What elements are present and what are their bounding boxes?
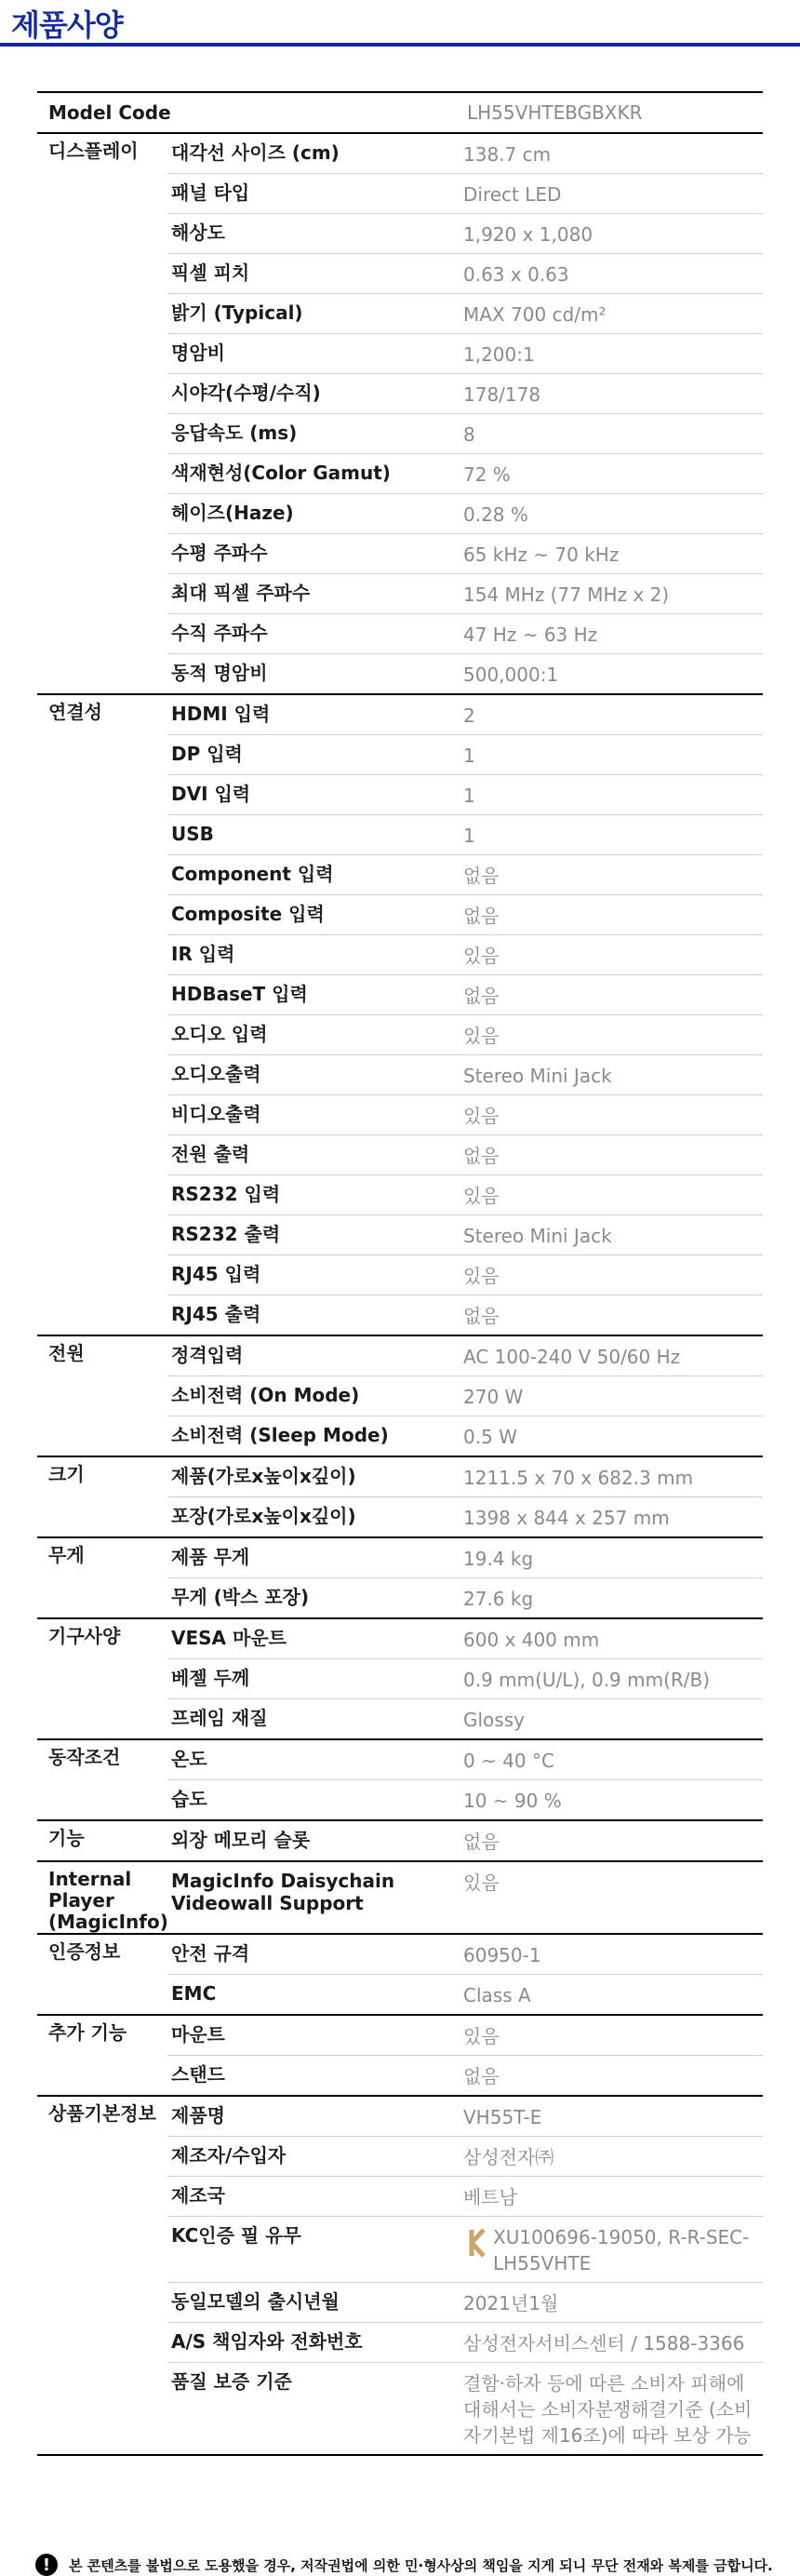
spec-row (167, 855, 763, 895)
spec-row (167, 1336, 763, 1376)
spec-row (167, 614, 763, 654)
copyright-text: 본 콘텐츠를 불법으로 도용했을 경우, 저작권법에 의한 민·형사상의 책임을 지게 되니 무단 전재와 복제를 금합니다. (69, 2556, 773, 2574)
spec-value: 없음 (463, 1831, 500, 1853)
spec-label: VESA 마운트 (171, 1627, 287, 1649)
spec-label: 무게 (박스 포장) (171, 1586, 310, 1608)
spec-row (167, 2363, 763, 2454)
spec-value: 138.7 cm (463, 143, 552, 166)
spec-value: MAX 700 cd/m² (463, 303, 607, 326)
spec-label: 해상도 (171, 221, 225, 244)
spec-row (167, 1175, 763, 1215)
title-underline (0, 43, 800, 47)
spec-row (167, 2056, 763, 2095)
spec-row (167, 214, 763, 254)
spec-value: 1,920 x 1,080 (463, 223, 593, 246)
spec-value: Stereo Mini Jack (463, 1065, 612, 1087)
spec-value: VH55T-E (463, 2106, 542, 2128)
spec-value: 있음 (463, 2025, 500, 2047)
spec-groups (37, 134, 763, 2456)
spec-group (37, 1538, 763, 1619)
spec-group (37, 1457, 763, 1538)
spec-label: 대각선 사이즈 (cm) (171, 141, 340, 164)
spec-rows (167, 1740, 763, 1819)
spec-value: 270 W (463, 1386, 524, 1408)
spec-value: 0 ~ 40 °C (463, 1750, 554, 1772)
spec-label: 헤이즈(Haze) (171, 502, 294, 524)
spec-value: 500,000:1 (463, 664, 559, 686)
spec-value: 72 % (463, 463, 511, 486)
spec-value: 2 (463, 704, 475, 727)
spec-label: DVI 입력 (171, 783, 251, 805)
spec-row (167, 975, 763, 1015)
spec-value: 없음 (463, 985, 500, 1007)
spec-group (37, 2016, 763, 2097)
spec-rows (167, 1619, 763, 1738)
spec-group (37, 1619, 763, 1740)
spec-label: 마운트 (171, 2023, 225, 2046)
spec-value: 10 ~ 90 % (463, 1790, 562, 1812)
spec-row (167, 2016, 763, 2056)
spec-row (167, 1780, 763, 1819)
spec-row (167, 1578, 763, 1617)
spec-row (167, 134, 763, 174)
spec-label: 습도 (171, 1788, 207, 1810)
spec-row (167, 2177, 763, 2217)
spec-value: 0.9 mm(U/L), 0.9 mm(R/B) (463, 1669, 711, 1691)
spec-category: 전원 (48, 1342, 85, 1364)
spec-category: Internal Player (MagicInfo) (48, 1868, 168, 1933)
spec-value: 27.6 kg (463, 1588, 534, 1610)
spec-row (167, 735, 763, 775)
spec-label: 온도 (171, 1748, 207, 1770)
spec-row (167, 294, 763, 334)
spec-value: 19.4 kg (463, 1548, 534, 1570)
spec-label: 제조국 (171, 2184, 225, 2207)
spec-row (167, 454, 763, 494)
spec-label: RJ45 출력 (171, 1303, 261, 1325)
spec-value: 1 (463, 785, 475, 807)
spec-value: 있음 (463, 1185, 500, 1207)
spec-rows (167, 1862, 763, 1933)
spec-label: EMC (171, 1982, 217, 2005)
spec-label: 전원 출력 (171, 1143, 250, 1165)
spec-row (167, 1416, 763, 1456)
spec-label: 베젤 두께 (171, 1667, 250, 1689)
spec-label: 밝기 (Typical) (171, 302, 303, 324)
spec-category: 동작조건 (48, 1746, 121, 1768)
spec-label: 포장(가로x높이x깊이) (171, 1505, 356, 1527)
spec-row (167, 1015, 763, 1055)
spec-label: 소비전력 (On Mode) (171, 1384, 360, 1406)
spec-rows (167, 2097, 763, 2454)
spec-label: 품질 보증 기준 (171, 2370, 292, 2393)
spec-value: 154 MHz (77 MHz x 2) (463, 584, 670, 606)
spec-row (167, 1215, 763, 1255)
spec-group (37, 134, 763, 695)
spec-row (167, 414, 763, 454)
spec-value: 없음 (463, 1305, 500, 1327)
spec-label: 명암비 (171, 342, 225, 364)
spec-row (167, 2323, 763, 2363)
spec-label: Component 입력 (171, 863, 334, 885)
spec-value: 있음 (463, 1872, 500, 1894)
spec-label: 오디오출력 (171, 1063, 261, 1085)
spec-row (167, 374, 763, 414)
spec-label: 스탠드 (171, 2063, 225, 2086)
spec-value: 0.28 % (463, 503, 528, 526)
spec-value: 있음 (463, 1025, 500, 1047)
spec-label: 색재현성(Color Gamut) (171, 462, 391, 484)
spec-row (167, 1538, 763, 1578)
spec-category: 상품기본정보 (48, 2102, 156, 2125)
spec-category: 인증정보 (48, 1940, 121, 1963)
spec-row (167, 1135, 763, 1175)
spec-row (167, 1095, 763, 1135)
spec-value: 있음 (463, 1265, 500, 1287)
spec-value: 0.63 x 0.63 (463, 263, 569, 286)
spec-value: 1,200:1 (463, 343, 535, 366)
spec-table (37, 91, 763, 2456)
spec-group (37, 1740, 763, 1821)
spec-label: 수직 주파수 (171, 622, 268, 644)
spec-category: 연결성 (48, 701, 102, 723)
spec-value: Glossy (463, 1709, 525, 1731)
spec-value: 삼성전자㈜ (463, 2146, 554, 2168)
spec-value: 1398 x 844 x 257 mm (463, 1507, 670, 1529)
spec-row (167, 1295, 763, 1335)
spec-row (167, 494, 763, 534)
spec-value: 1211.5 x 70 x 682.3 mm (463, 1467, 694, 1489)
spec-label: 소비전력 (Sleep Mode) (171, 1424, 389, 1446)
spec-value: 1 (463, 745, 475, 767)
spec-category: 기능 (48, 1827, 85, 1849)
spec-rows (167, 1457, 763, 1536)
spec-value: 47 Hz ~ 63 Hz (463, 624, 598, 646)
spec-label: USB (171, 823, 214, 845)
spec-value: 2021년1월 (463, 2292, 559, 2314)
model-code-value: LH55VHTEBGBXKR (467, 101, 643, 124)
spec-label: 프레임 재질 (171, 1707, 268, 1729)
spec-label: IR 입력 (171, 943, 235, 965)
spec-label: 오디오 입력 (171, 1023, 268, 1045)
spec-group (37, 1862, 763, 1935)
spec-row (167, 254, 763, 294)
spec-label: RS232 입력 (171, 1183, 281, 1205)
spec-row (167, 1821, 763, 1860)
spec-value: Direct LED (463, 183, 562, 206)
spec-value: 없음 (463, 2065, 500, 2087)
model-code-label: Model Code (48, 101, 171, 124)
spec-rows (167, 1821, 763, 1860)
spec-label: 픽셀 피치 (171, 262, 250, 284)
spec-category: 추가 기능 (48, 2021, 127, 2044)
spec-row (167, 534, 763, 574)
spec-row (167, 2283, 763, 2323)
spec-value: 있음 (463, 1105, 500, 1127)
spec-row (167, 2217, 763, 2283)
spec-category: 크기 (48, 1463, 85, 1485)
spec-row (167, 1935, 763, 1975)
spec-label: HDMI 입력 (171, 703, 271, 725)
kc-mark-icon (463, 2227, 487, 2259)
spec-value: Stereo Mini Jack (463, 1225, 612, 1247)
spec-row (167, 1457, 763, 1497)
spec-row (167, 1699, 763, 1738)
spec-row (167, 935, 763, 975)
spec-value: 있음 (463, 945, 500, 967)
spec-value: Class A (463, 1984, 531, 2006)
spec-label: 수평 주파수 (171, 542, 268, 564)
spec-rows (167, 2016, 763, 2095)
spec-row (167, 1055, 763, 1095)
spec-value: 삼성전자서비스센터 / 1588-3366 (463, 2332, 745, 2355)
exclamation-icon: ! (35, 2554, 58, 2576)
spec-label: MagicInfo Daisychain Videowall Support (171, 1870, 395, 1914)
spec-value: 178/178 (463, 383, 541, 406)
copyright-notice (35, 2554, 773, 2576)
spec-value: 1 (463, 825, 475, 847)
spec-label: 제조자/수입자 (171, 2144, 287, 2167)
spec-label: 패널 타입 (171, 181, 250, 204)
spec-row (167, 1255, 763, 1295)
spec-row (167, 1740, 763, 1780)
spec-row (167, 2137, 763, 2177)
spec-row (167, 895, 763, 935)
spec-value: 베트남 (463, 2186, 517, 2208)
spec-row (167, 174, 763, 214)
spec-label: 최대 픽셀 주파수 (171, 582, 311, 604)
spec-row (167, 1975, 763, 2014)
page-title: 제품사양 (11, 7, 123, 43)
spec-value: 없음 (463, 905, 500, 927)
spec-row (167, 695, 763, 735)
spec-category: 무게 (48, 1544, 85, 1566)
spec-label: A/S 책임자와 전화번호 (171, 2330, 363, 2353)
spec-group (37, 2097, 763, 2456)
spec-category: 디스플레이 (48, 140, 139, 162)
spec-label: DP 입력 (171, 743, 243, 765)
spec-value: 결함·하자 등에 따른 소비자 피해에 대해서는 소비자분쟁해결기준 (소비자기본법 제16조)에 따라 보상 가능 (463, 2372, 753, 2447)
spec-label: 제품(가로x높이x깊이) (171, 1465, 356, 1487)
spec-row (167, 574, 763, 614)
spec-group (37, 1336, 763, 1457)
spec-label: 제품명 (171, 2104, 225, 2127)
spec-row (167, 1497, 763, 1536)
spec-label: Composite 입력 (171, 903, 325, 925)
spec-row (167, 2097, 763, 2137)
spec-group (37, 1935, 763, 2016)
kc-cert-value (463, 2224, 763, 2276)
spec-label: 제품 무게 (171, 1546, 250, 1568)
spec-row (167, 775, 763, 815)
spec-value: AC 100-240 V 50/60 Hz (463, 1346, 681, 1368)
spec-label: RS232 출력 (171, 1223, 281, 1245)
spec-rows (167, 695, 763, 1335)
spec-value (463, 2217, 763, 2282)
spec-label: 응답속도 (ms) (171, 422, 298, 444)
spec-rows (167, 1538, 763, 1617)
spec-rows (167, 134, 763, 693)
spec-value: 60950-1 (463, 1944, 541, 1966)
spec-label: 외장 메모리 슬롯 (171, 1829, 311, 1851)
kc-cert-text: XU100696-19050, R-R-SEC-LH55VHTE (493, 2226, 750, 2274)
spec-category: 기구사양 (48, 1625, 121, 1647)
spec-label: 정격입력 (171, 1344, 244, 1366)
spec-value: 65 kHz ~ 70 kHz (463, 543, 620, 566)
spec-label: 안전 규격 (171, 1942, 250, 1965)
spec-label: 동일모델의 출시년월 (171, 2290, 340, 2313)
spec-value: 8 (463, 423, 475, 446)
spec-value: 0.5 W (463, 1426, 517, 1448)
spec-value: 없음 (463, 865, 500, 887)
spec-rows (167, 1336, 763, 1456)
spec-label: 시야각(수평/수직) (171, 382, 321, 404)
model-code-row (37, 91, 763, 134)
spec-row (167, 654, 763, 693)
spec-label: 비디오출력 (171, 1103, 261, 1125)
spec-row (167, 815, 763, 855)
spec-row (167, 1659, 763, 1699)
spec-label: HDBaseT 입력 (171, 983, 308, 1005)
spec-value: 600 x 400 mm (463, 1629, 600, 1651)
spec-label: RJ45 입력 (171, 1263, 261, 1285)
spec-rows (167, 1935, 763, 2014)
spec-row (167, 1376, 763, 1416)
spec-group (37, 695, 763, 1336)
spec-label: 동적 명암비 (171, 662, 268, 684)
spec-value: 없음 (463, 1145, 500, 1167)
spec-row (167, 1862, 763, 1914)
spec-group (37, 1821, 763, 1862)
spec-label: KC인증 필 유무 (171, 2224, 301, 2247)
spec-row (167, 1619, 763, 1659)
spec-row (167, 334, 763, 374)
